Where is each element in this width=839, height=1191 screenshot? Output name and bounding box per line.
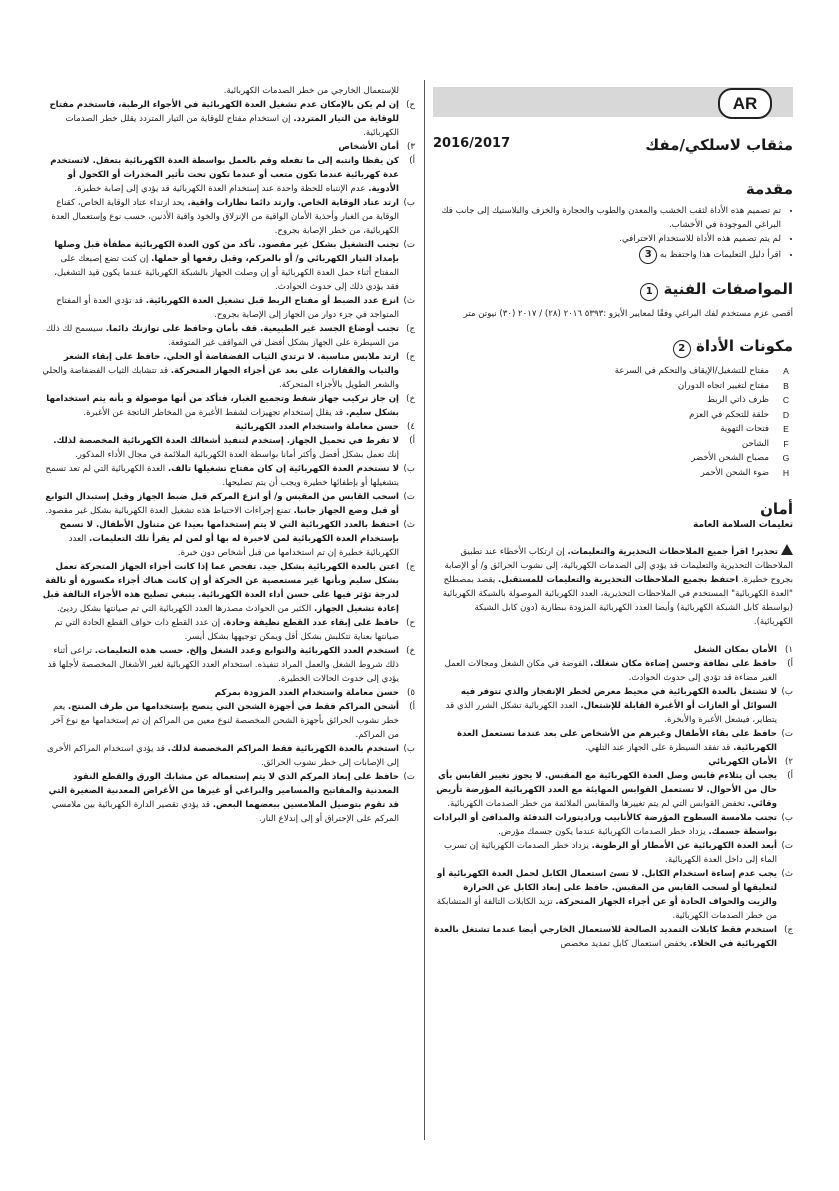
item-text: إن استخدام مفتاح للوقاية من التيار المتردد يقلل خطر الصدمات الكهربائية.: [65, 114, 399, 138]
item-marker: ج): [406, 324, 415, 334]
safety-item: [40, 644, 415, 686]
safety-item: [40, 434, 415, 462]
item-bold-text: ارتد عتاد الوقاية الخاص. وارتد دائما نظارات واقية.: [187, 198, 399, 208]
item-bold-text: حافظ على بقاء الأطفال وغيرهم من الأشخاص على بعد عندما تستعمل العدة الكهربائية.: [457, 729, 777, 753]
component-letter: B: [783, 380, 789, 391]
safety-item: [40, 140, 415, 154]
item-bold-text: حافظ على إبقاء عدد القطع نظيفة وحادة.: [222, 618, 399, 628]
safety-item: [40, 322, 415, 350]
item-marker: أ): [787, 659, 793, 669]
item-body: [40, 770, 399, 826]
item-marker: ٣): [407, 142, 415, 152]
safety-subheading: تعليمات السلامة العامة: [693, 520, 793, 530]
safety-item: [433, 811, 793, 839]
item-bold-text: حافظ على نظافة وحسن إضاءة مكان شغلك.: [590, 659, 777, 669]
specs-heading-text: المواصفات الفنية: [663, 280, 793, 298]
safety-item: [40, 560, 415, 616]
component-item: [433, 364, 793, 379]
component-letter: F: [783, 438, 789, 449]
safety-item: [433, 923, 793, 951]
warning-text: إن ارتكاب الأخطاء عند تطبيق الملاحظات التحذيرية والتعليمات قد يؤدي إلى الصدمات الكهربائية، إلى نشوب الحرائق و/ أو الإصابة بجروح خطيرة.: [444, 547, 793, 585]
item-bold-text: أبعد العدة الكهربائية عن الأمطار أو الرطوبة.: [591, 841, 777, 851]
item-bold-text: أشحن المراكم فقط في أجهزة الشحن التي ينصح بإستخدامها من طرف المنتج.: [67, 702, 399, 712]
item-body: [433, 685, 777, 727]
item-body: [40, 154, 399, 196]
item-marker: ح): [406, 100, 415, 110]
component-item: [433, 437, 793, 452]
page-title: مثقاب لاسلكي/مفك: [645, 136, 793, 154]
item-marker: ت): [781, 841, 793, 851]
item-bold-text: استخدم بالعدة الكهربائية فقط المراكم المخصصة لذلك.: [167, 744, 399, 754]
item-bold-text: يجب أن يتلاءم قابس وصل العدة الكهربائية مع المقبس. لا يجوز تغيير القابس بأي حال من الأحوال. لا تستعمل القوابس المهايئة مع العدد الكهربائية المؤرضة تأريض وقائي.: [436, 771, 777, 809]
item-marker: ٢): [785, 757, 793, 767]
item-marker: ث): [781, 869, 793, 879]
item-bold-text: أمان الأشخاص: [338, 142, 399, 152]
item-body: [40, 420, 399, 434]
item-body: [40, 392, 399, 420]
warning-icon: [781, 544, 793, 555]
item-text: تراعى أثناء ذلك شروط الشغل والعمل المراد تنفيذه. استخدام العدد الكهربائية لغير الأشغال المخصصة لأجلها قد يؤدي إلى حدوث الحالات الخطيرة.: [47, 646, 399, 684]
item-bold-text: إن جاز تركيب جهاز شفط وتجميع الغبار، فتأكد من أنها موصولة و بأنه يتم استخدامها بشكل سليم.: [46, 394, 399, 418]
item-text: إن كنت تضع إصبعك على المفتاح أثناء حمل العدة الكهربائية أو إن وصلت الجهاز بالشبكة الكهربائية عندما يكون قيد التشغيل، فقد يؤدي ذلك إلى حدوث الحوادث.: [54, 254, 399, 292]
component-label: ظرف ذاتي الربط: [706, 395, 769, 405]
item-bold-text: انزع عدد الضبط أو مفتاح الربط قبل تشغيل العدة الكهربائية.: [145, 296, 399, 306]
safety-item: [433, 657, 793, 685]
item-body: [433, 867, 777, 923]
item-marker: ب): [781, 687, 793, 697]
component-label: فتحات التهوية: [720, 424, 769, 434]
year-range: 2016/2017: [433, 136, 511, 151]
item-bold-text: حسن معاملة واستخدام العدد الكهربائية: [235, 422, 399, 432]
item-text: العدد الكهربائية تشكل الشرر الذي قد يتطاير، فيشعل الأغبرة والأبخرة.: [445, 701, 777, 725]
intro-bullet: • لم يتم تصميم هذه الأداة للاستخدام الاحترافي.: [433, 232, 781, 246]
item-marker: ج): [784, 925, 793, 935]
item-body: [433, 769, 777, 811]
column-divider: [424, 80, 425, 1140]
left-safety-items: [40, 84, 415, 826]
safety-item: [433, 685, 793, 727]
item-text: يحد ارتداء عتاد الوقاية الخاص، كقناع الوقاية من الغبار وأحذية الأمان الواقية من الإنزلاق والخوذ واقية الأذنين، حسب نوع وإستعمال العدة الكهربائية، من خطر الإصابة بجروح.: [51, 198, 399, 236]
item-body: [40, 98, 399, 140]
item-body: [40, 462, 399, 490]
component-item: [433, 393, 793, 408]
item-text: يزداد خطر الصدمات الكهربائية إن تسرب الماء إلى داخل العدة الكهربائية.: [443, 841, 777, 865]
component-label: الشاحن: [741, 438, 769, 449]
item-text: الكثير من الحوادث مصدرها العدد الكهربائية التي تم صيانتها بشكل رديئ.: [56, 604, 312, 614]
item-marker: ح): [406, 352, 415, 362]
safety-item: [40, 742, 415, 770]
item-marker: ب): [403, 464, 415, 474]
item-text: قد تتشابك الثياب الفضفاضة والحلي والشعر الطويل بالأجزاء المتحركة.: [42, 366, 399, 390]
item-body: [40, 294, 399, 322]
safety-item: [40, 518, 415, 560]
item-body: [40, 686, 399, 700]
safety-item: [40, 238, 415, 294]
item-body: [40, 350, 399, 392]
item-text: الأمان الكهربائي: [708, 757, 777, 767]
component-letter: G: [782, 453, 790, 463]
item-text: سيسمح لك ذلك من السيطرة على الجهاز بشكل أفضل في المواقف غير المتوقعة.: [46, 324, 399, 348]
item-marker: ب): [403, 198, 415, 208]
component-letter: H: [782, 467, 790, 478]
item-bold-text: حافظ على إبعاد المركم الذي لا يتم إستعماله عن مشابك الورق والقطع النقود المعدنية والمفاتيح والمسامير والبراغي أو غيرها من الأغراض المعدنية الصغيرة التي قد تقوم بتوصيل الملامسين ببعضهما البعض.: [48, 772, 399, 810]
item-body: [40, 616, 399, 644]
item-bold-text: لا تستخدم العدة الكهربائية إن كان مفتاح تشغيلها تالف.: [167, 464, 399, 474]
item-text: الفوضة في مكان الشغل ومجالات العمل الغير مضاءة قد تؤدي إلى حدوث الحوادث.: [444, 659, 777, 683]
warning-bold-2: احتفظ بجميع الملاحظات التحذيرية والتعليمات للمستقبل.: [498, 575, 739, 585]
components-heading-text: مكونات الأداة: [696, 337, 793, 355]
safety-item: [40, 196, 415, 238]
item-body: [433, 839, 777, 867]
item-bold-text: يجب عدم إساءة استخدام الكابل. لا تسئ استعمال الكابل لحمل العدة الكهربائية أو لتعليقها أو لسحب القابس من المقبس. حافظ على إبعاد الكابل عن الحرارة والزيت والحواف الحادة أو عن أجزاء الجهاز المتحركة.: [436, 869, 777, 907]
safety-item: [40, 98, 415, 140]
item-text: قد يقلل إستخدام تجهيزات لشفط الأغبرة من المخاطر الناتجة عن الأغبرة.: [83, 408, 344, 418]
item-text: إنك تعمل بشكل أفضل وأكثر أمانا بواسطة العدة الكهربائية الملائمة في مجال الأداء المذكور.: [75, 450, 399, 460]
item-bold-text: استخدم فقط كابلات التمديد الصالحة للاستعمال الخارجي أيضا عندما تشتغل بالعدة الكهربائية في الخلاء.: [434, 925, 777, 949]
item-marker: ت): [403, 772, 415, 782]
safety-item: [433, 755, 793, 769]
component-label: ضوء الشحن الأحمر: [700, 467, 769, 478]
safety-item: [40, 490, 415, 518]
item-bold-text: استخدم العدد الكهربائية والتوابع وعدد الشغل وإلخ. حسب هذه التعليمات.: [94, 646, 399, 656]
item-marker: ت): [403, 492, 415, 502]
safety-item: [433, 867, 793, 923]
item-body: [433, 923, 777, 951]
component-label: مفتاح لتغيير اتجاه الدوران: [677, 380, 769, 391]
item-body: [40, 518, 399, 560]
component-item: [433, 379, 793, 394]
component-letter: A: [783, 366, 789, 376]
item-marker: ٤): [407, 422, 415, 432]
item-text: يعم خطر نشوب الحرائق بأجهزة الشحن المخصصة لنوع معين من المراكم إن تم إستخدامها مع نوع آخر من المراكم.: [50, 702, 399, 740]
item-marker: ب): [403, 744, 415, 754]
intro-bullet-text: اقرأ دليل التعليمات هذا واحتفظ به: [659, 250, 781, 260]
warning-text-2: يقصد بمصطلح "العدة الكهربائية" المستخدم في الملاحظات التحذيرية، العدد الكهربائية الموصولة بالشبكة الكهربائية (بواسطة كابل الشبكة الكهربائية) وأيضا العدد الكهربائية المزودة ببطارية (دون كابل الشبكة الكهربائية).: [442, 575, 793, 627]
title-row: [433, 136, 793, 158]
item-body: [40, 490, 399, 518]
item-marker: ب): [781, 813, 793, 823]
item-text: يزداد خطر الصدمات الكهربائية عندما يكون جسمك مؤرض.: [498, 827, 706, 837]
item-body: [433, 643, 777, 657]
item-text: تزيد الكابلات التالفة أو المتشابكة من خطر الصدمات الكهربائية.: [436, 897, 777, 921]
components-list: [433, 364, 793, 480]
right-column: [433, 180, 793, 951]
item-body: [433, 657, 777, 685]
item-bold-text: اسحب القابس من المقبس و/ أو انزع المركم قبل ضبط الجهاز وقبل إستبدال التوابع أو قبل وضع الجهاز جانبا.: [45, 492, 399, 516]
specs-text: أقصى عزم مستخدم لفك البراغي وفقًا لمعايير الأيزو :٥٣٩٣ ٢٠١٦ (٢٨) / ٢٠١٧ (٣٠) نيوتن متر: [463, 309, 793, 319]
component-item: [433, 422, 793, 437]
safety-item: [40, 294, 415, 322]
item-text: الأمان بمكان الشغل: [693, 645, 777, 655]
item-body: [40, 700, 399, 742]
item-marker: أ): [787, 771, 793, 781]
item-marker: ث): [403, 520, 415, 530]
component-item: [433, 408, 793, 423]
item-text: تمنع إجراءات الاحتياط هذه تشغيل العدة الكهربائية بشكل غير مقصود.: [45, 506, 291, 516]
item-marker: أ): [409, 436, 415, 446]
item-body: [40, 84, 399, 98]
item-marker: ت): [403, 240, 415, 250]
item-body: [40, 238, 399, 294]
item-body: [40, 434, 399, 462]
item-marker: أ): [409, 702, 415, 712]
item-bold-text: تجنب ملامسة السطوح المؤرضة كالأنابيب وراديتورات التدفئة والمدافئ أو البرادات بواسطة جسمك.: [433, 813, 777, 837]
safety-item: [40, 84, 415, 98]
components-number: 2: [673, 340, 691, 358]
item-marker: أ): [409, 156, 415, 166]
item-bold-text: اعتن بالعدة الكهربائية بشكل جيد. تفحص عما إذا كانت أجزاء الجهاز المتحركة تعمل بشكل سليم وبأنها غير مستعصية عن الحركة أو إن كانت هناك أجزاء مكسورة أو تالفة لدرجة تؤثر فيها على حسن أداء العدة الكهربائية. ينبغي تصليح هذه الأجزاء التالفة قبل إعادة تشغيل الجهاز.: [42, 562, 399, 614]
item-text: قد تؤدي العدة أو المفتاح المتواجد في جزء دوار من الجهاز إلى الإصابة بجروح.: [56, 296, 399, 320]
item-text: يخفض استعمال كابل تمديد مخصص: [560, 939, 687, 949]
item-text: للإستعمال الخارجي من خطر الصدمات الكهربائية.: [223, 86, 399, 96]
safety-item: [40, 616, 415, 644]
component-label: مصباح الشحن الأخضر: [691, 453, 769, 463]
item-text: عدم الإنتباه للحظة واحدة عند إستخدام العدة الكهربائية قد يؤدي إلى إصابة خطيرة.: [74, 184, 366, 194]
specs-heading: [433, 280, 793, 301]
safety-item: [433, 839, 793, 867]
intro-list: [433, 204, 793, 264]
intro-bullet: • تم تصميم هذه الأداة لثقب الخشب والمعدن والطوب والحجارة والخزف والبلاستيك إلى جانب فك البراغي الموجودة في الأخشاب.: [433, 204, 781, 232]
item-marker: خ): [406, 394, 415, 404]
safety-item: [433, 643, 793, 657]
warning-bold: تحذير! اقرأ جميع الملاحظات التحذيرية والتعليمات.: [567, 547, 778, 557]
item-body: [40, 644, 399, 686]
component-letter: C: [782, 395, 790, 405]
item-marker: خ): [406, 646, 415, 656]
item-bold-text: إن لم يكن بالإمكان عدم تشغيل العدة الكهربائية في الأجواء الرطبة، فاستخدم مفتاح للوقاية من التيار المتردد.: [49, 100, 399, 124]
item-bold-text: لا تفرط في تحميل الجهاز. إستخدم لتنفيذ أشغالك العدة الكهربائية المخصصة لذلك.: [53, 436, 399, 446]
item-text: العدة الكهربائية التي لم تعد تسمح بتشغيلها أو بإطفائها خطيرة ويجب أن يتم تصليحها.: [45, 464, 399, 488]
item-marker: ١): [785, 645, 793, 655]
safety-item: [40, 392, 415, 420]
component-label: مفتاح للتشغيل/الإيقاف والتحكم في السرعة: [614, 366, 769, 376]
safety-warning: [433, 544, 793, 629]
item-text: قد تفقد السيطرة على الجهاز عند التلهي.: [585, 743, 731, 753]
item-body: [40, 196, 399, 238]
item-text: قد يؤدي استخدام المراكم الأخرى إلى الإصابات إلى خطر نشوب الحرائق.: [46, 744, 399, 768]
item-marker: ٥): [407, 688, 415, 698]
item-bold-text: ارتد ملابس مناسبة. لا ترتدي الثياب الفضفاضة أو الحلي. حافظ على إبقاء الشعر والثياب والقفازات على بعد عن أجزاء الجهاز المتحركة.: [63, 352, 399, 376]
component-label: حلقة للتحكم في العزم: [689, 409, 769, 420]
ref-number-3: 3: [639, 246, 657, 264]
item-marker: ح): [406, 618, 415, 628]
components-heading: [433, 337, 793, 358]
safety-heading: أمان: [760, 500, 793, 518]
item-body: [433, 811, 777, 839]
safety-item: [40, 462, 415, 490]
item-bold-text: تجنب أوضاع الجسد غير الطبيعية. قف بأمان وحافظ على توازنك دائما.: [105, 324, 399, 334]
item-body: [40, 322, 399, 350]
component-letter: D: [782, 409, 790, 420]
item-body: [40, 140, 399, 154]
item-bold-text: تجنب التشغيل بشكل غير مقصود. تأكد من كون العدة الكهربائية مطفأة قبل وصلها بإمداد التيار الكهربائي و/ أو بالمركم، وقبل رفعها أو حملها.: [54, 240, 399, 264]
safety-item: [40, 700, 415, 742]
item-text: قد يؤدي تقصير الدارة الكهربائية بين ملامسي المركم على الإحتراق أو إلى إندلاع النار.: [51, 800, 399, 824]
item-marker: [399, 84, 415, 98]
item-bold-text: احتفظ بالعدد الكهربائية التي لا يتم إستخدامها بعيدا عن متناول الأطفال. لا تسمح بإستخدام العدة الكهربائية لمن لاخبرة له بها أو لمن لم يقرأ تلك التعليمات.: [59, 520, 399, 544]
right-safety-items: [433, 643, 793, 951]
item-bold-text: لا تشتغل بالعدة الكهربائية في محيط معرض لخطر الإنفجار والذي تتوفر فيه السوائل أو الغازات أو الأغبرة القابلة للإشتعال.: [460, 687, 777, 711]
item-body: [433, 727, 777, 755]
safety-item: [40, 154, 415, 196]
intro-bullet: [433, 246, 781, 264]
component-item: [433, 451, 793, 466]
specs-number: 1: [640, 283, 658, 301]
item-text: العدد الكهربائية خطيرة إن تم استخدامها من قبل أشخاص دون خبرة.: [68, 534, 399, 558]
safety-item: [40, 686, 415, 700]
item-text: تخفض القوابس التي لم يتم تغييرها والمقابس الملائمة من خطر الصدمات الكهربائية.: [447, 799, 745, 809]
item-marker: ج): [406, 562, 415, 572]
item-marker: ت): [781, 729, 793, 739]
item-body: [40, 560, 399, 616]
component-item: [433, 466, 793, 481]
intro-heading: مقدمة: [745, 180, 793, 198]
item-body: [433, 755, 777, 769]
safety-item: [433, 769, 793, 811]
safety-item: [433, 727, 793, 755]
safety-item: [40, 770, 415, 826]
component-letter: E: [783, 424, 789, 434]
left-column: [40, 84, 415, 826]
item-text: إن عدد القطع ذات حواف القطع الحادة التي تم صيانتها بعناية تتكلبش بشكل أقل ويمكن توجيهها بشكل أيسر.: [54, 618, 399, 642]
safety-item: [40, 420, 415, 434]
language-badge: AR: [718, 88, 772, 119]
item-bold-text: كن يقظا وانتبه إلى ما تفعله وقم بالعمل بواسطة العدة الكهربائية بتعقل. لاتستخدم عدة كهربائية عندما تكون متعب أو عندما تكون تحت تأثير المخدرات أو الكحول أو الأدوية.: [50, 156, 399, 194]
item-body: [40, 742, 399, 770]
item-bold-text: حسن معاملة واستخدام العدد المزودة بمركم: [214, 688, 399, 698]
item-marker: ث): [403, 296, 415, 306]
safety-item: [40, 350, 415, 392]
